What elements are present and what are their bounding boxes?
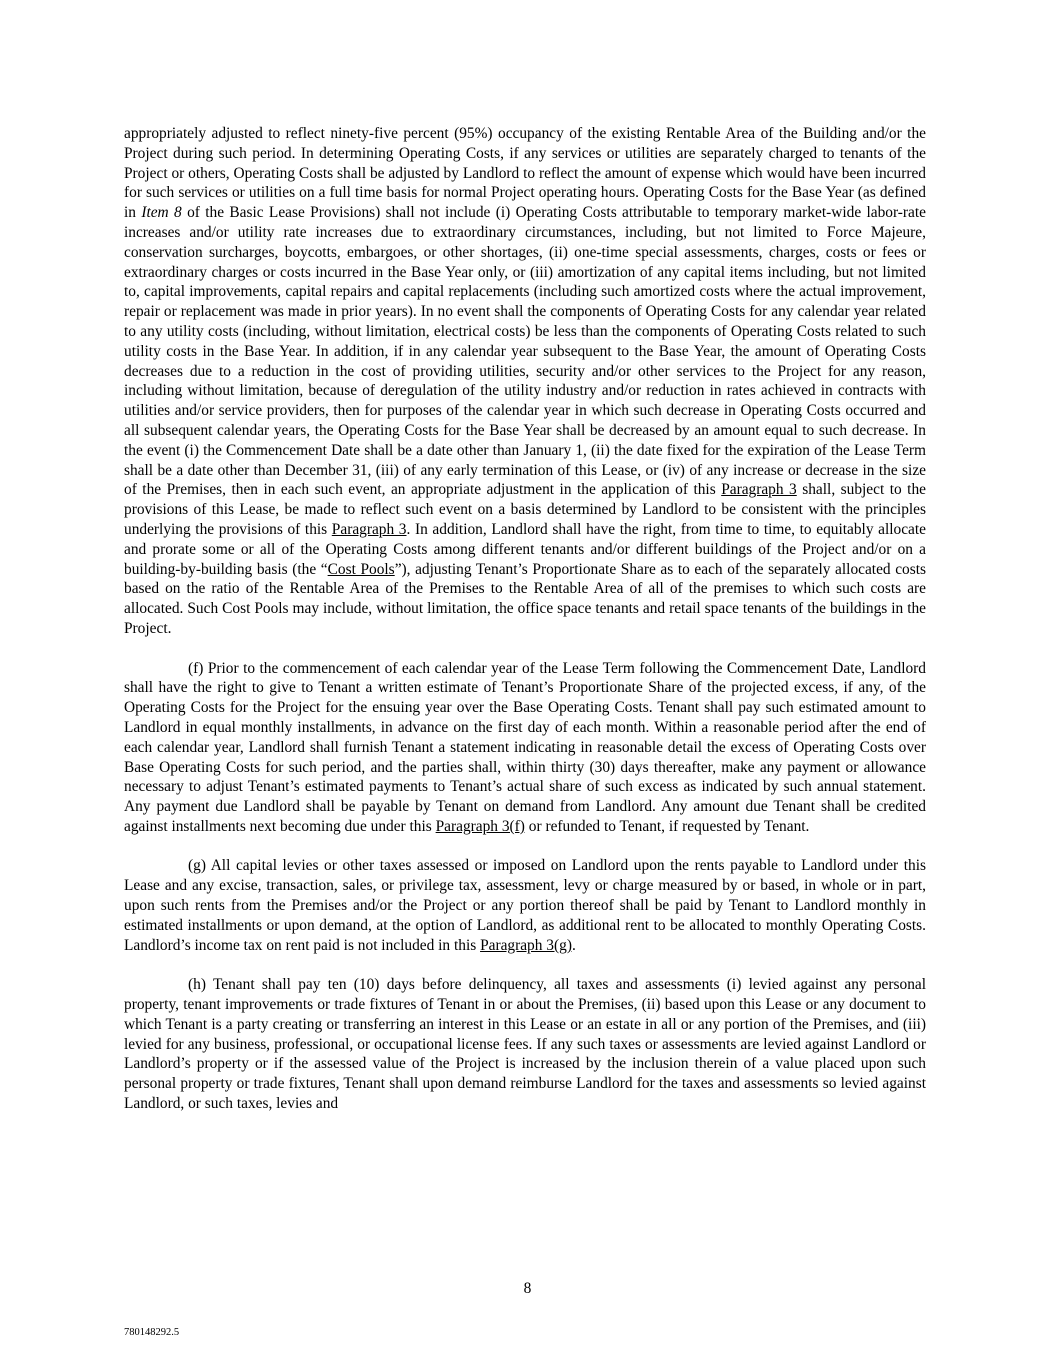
page-number: 8	[523, 1280, 532, 1297]
paragraph-3f-reference: Paragraph 3(f)	[435, 817, 525, 835]
paragraph-f-text-1: (f) Prior to the commencement of each calendar year of the Lease Term following the Commencement Date, Landlord shall have the right to give to Tenant a written estimate of Tenant’s Proportionate Share of the projected excess, if any, of the Operating Costs for the Project for the ensuing year over the Base Operating Costs. Tenant shall pay such estimated amount to Landlord in equal monthly installments, in advance on the first day of each month. Within a reasonable period after the end of each calendar year, Landlord shall furnish Tenant a statement indicating in reasonable detail the excess of Operating Costs over Base Operating Costs for such period, and the parties shall, within thirty (30) days thereafter, make any payment or allowance necessary to adjust Tenant’s estimated payments to Tenant’s actual share of such excess as indicated by such annual statement. Any payment due Landlord shall be payable by Tenant on demand from Landlord. Any amount due Tenant shall be credited against installments next becoming due under this	[124, 659, 926, 835]
item-8-reference: Item 8	[141, 204, 182, 222]
paragraph-3g-reference: Paragraph 3(g)	[480, 936, 572, 954]
paragraph-g-text-2: .	[571, 936, 576, 954]
paragraph-e-text-1: appropriately adjusted to reflect ninety-five percent (95%) occupancy of the existing Rentable Area of the Building and/or the Project during such period. In determining Operating Costs, if any services or utilities are separately charged to tenants of the Project or others, Operating Costs shall be adjusted by Landlord to reflect the amount of expense which would have been incurred for such services or utilities on a full time basis for normal Project operating hours. Operating Costs for the Base Year (as defined in	[124, 125, 926, 222]
paragraph-e-continued	[124, 124, 926, 639]
paragraph-e-text-3: shall, subject to the provisions of this Lease, be made to reflect such event on a basis determined by Landlord to be consistent with the principles underlying the provisions of this	[124, 481, 926, 538]
paragraph-e-text-4: . In addition, Landlord shall have the right, from time to time, to equitably allocate and prorate some or all of the Operating Costs among different tenants and/or different buildings of the Project and/or on a building-by-building basis (the “	[124, 520, 926, 578]
paragraph-e-text-5: ”), adjusting Tenant’s Proportionate Share as to each of the separately allocated costs based on the ratio of the Rentable Area of the Premises to the Rentable Area of all of the premises to which such costs are allocated. Such Cost Pools may include, without limitation, the office space tenants and retail space tenants of the buildings in the Project.	[124, 560, 926, 637]
paragraph-f-text-2: or refunded to Tenant, if requested by Tenant.	[524, 817, 810, 835]
paragraph-g-text-1: (g) All capital levies or other taxes assessed or imposed on Landlord upon the rents payable to Landlord under this Lease and any excise, transaction, sales, or privilege tax, assessment, levy or charge measured by or based, in whole or in part, upon such rents from the Premises and/or the Project or any portion thereof shall be paid by Tenant to Landlord monthly in estimated installments or upon demand, at the option of Landlord, as additional rent to be allocated to monthly Operating Costs. Landlord’s income tax on rent paid is not included in this	[124, 857, 926, 954]
document-id: 780148292.5	[124, 1327, 180, 1338]
paragraph-3-reference: Paragraph 3	[331, 520, 407, 538]
paragraph-g	[124, 856, 926, 955]
paragraph-e-text-2: of the Basic Lease Provisions) shall not include (i) Operating Costs attributable to temporary market-wide labor-rate increases and/or utility rate increases due to extraordinary circumstances, including, but not limited to Force Majeure, conservation surcharges, boycotts, embargoes, or other shortages, (ii) one-time special assessments, charges, costs or fees or extraordinary charges or costs incurred in the Base Year only, or (iii) amortization of any capital items including, but not limited to, capital improvements, capital repairs and capital replacements (including such amortized costs where the actual improvement, repair or replacement was made in prior years). In no event shall the components of Operating Costs for any calendar year related to any utility costs (including, without limitation, electrical costs) be less than the components of Operating Costs related to such utility costs in the Base Year. In addition, if in any calendar year subsequent to the Base Year, the amount of Operating Costs decreases due to a reduction in the cost of providing utilities, security and/or other services to the Project for any reason, including without limitation, because of deregulation of the utility industry and/or reduction in rates achieved in contracts with utilities and/or service providers, then for purposes of the calendar year in which such decrease in Operating Costs occurred and all subsequent calendar years, the Operating Costs for the Base Year shall be decreased by an amount equal to such decrease. In the event (i) the Commencement Date shall be a date other than January 1, (ii) the date fixed for the expiration of the Lease Term shall be a date other than December 31, (iii) of any early termination of this Lease, or (iv) of any increase or decrease in the size of the Premises, then in each such event, an appropriate adjustment in the application of this	[124, 204, 926, 499]
document-body	[124, 124, 926, 1134]
paragraph-3-reference: Paragraph 3	[721, 481, 797, 499]
paragraph-f	[124, 659, 926, 837]
paragraph-h-text-1: (h) Tenant shall pay ten (10) days before delinquency, all taxes and assessments (i) levied against any personal property, tenant improvements or trade fixtures of Tenant in or about the Premises, (ii) based upon this Lease or any document to which Tenant is a party creating or transferring an interest in this Lease or an estate in all or any portion of the Premises, and (iii) levied for any business, professional, or occupational license fees. If any such taxes or assessments are levied against Landlord or Landlord’s property or if the assessed value of the Project is increased by the inclusion therein of a value placed upon such personal property or trade fixtures, Tenant shall upon demand reimburse Landlord for the taxes and assessments so levied against Landlord, or such taxes, levies and	[124, 976, 926, 1113]
paragraph-h	[124, 975, 926, 1114]
cost-pools-term: Cost Pools	[327, 560, 395, 578]
